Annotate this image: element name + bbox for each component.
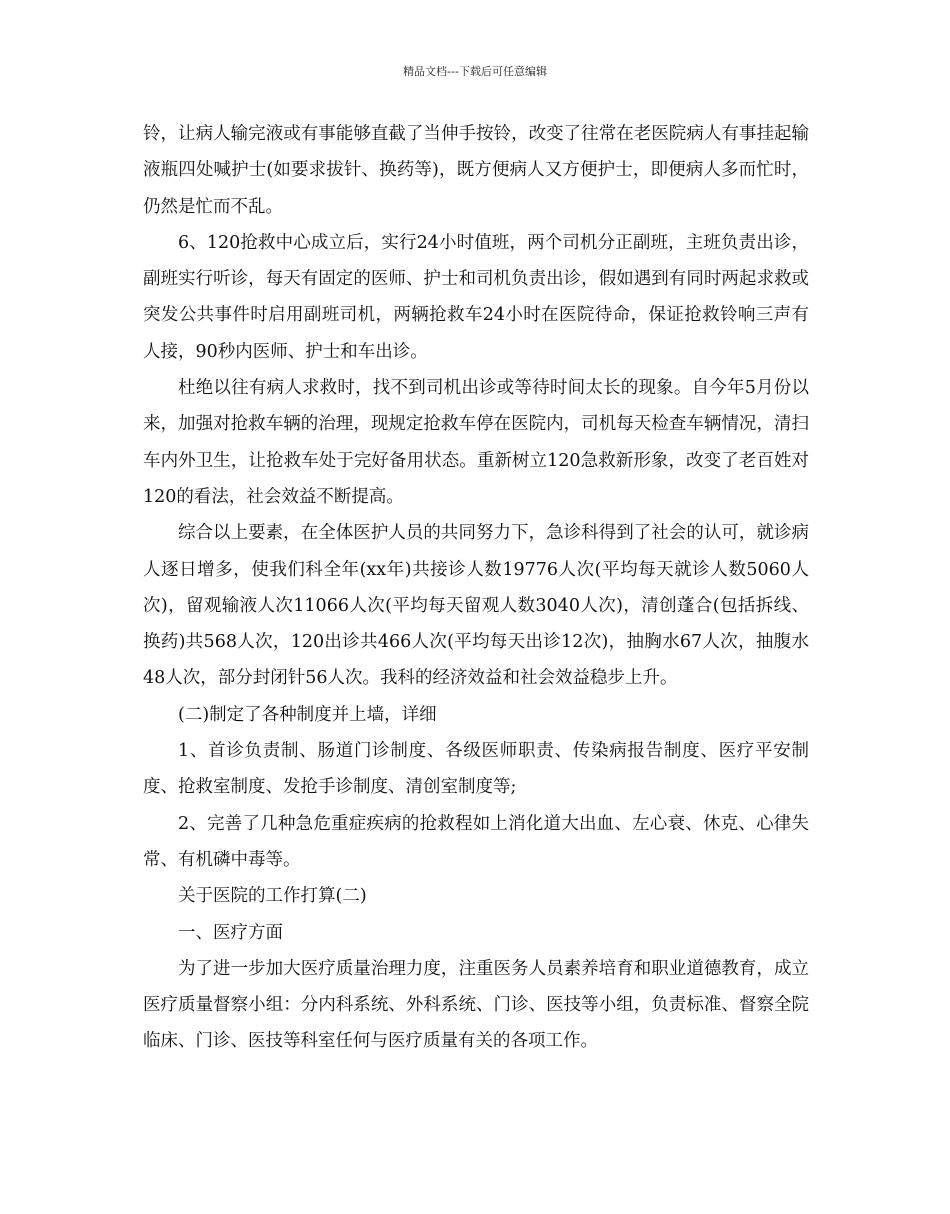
section-heading-rules: (二)制定了各种制度并上墙，详细 <box>178 704 437 725</box>
section-heading-medical: 一、医疗方面 <box>178 922 283 943</box>
document-body <box>143 116 809 1060</box>
paragraph-item-6: 6、120抢救中心成立后，实行24小时值班，两个司机分正副班，主班负责出诊，副班实行听诊，每天有固定的医师、护士和司机负责出诊，假如遇到有同时两起求救或突发公共事件时启用副班司机，两辆抢救车24小时在医院待命，保证抢救铃响三声有人接，90秒内医师、护士和车出诊。 <box>143 232 809 362</box>
paragraph-quality: 为了进一步加大医疗质量治理力度，注重医务人员素养培育和职业道德教育，成立医疗质量督察小组：分内科系统、外科系统、门诊、医技等小组，负责标准、督察全院临床、门诊、医技等科室任何与医疗质量有关的各项工作。 <box>143 958 809 1052</box>
paragraph-ambulance: 杜绝以往有病人求救时，找不到司机出诊或等待时间太长的现象。自今年5月份以来，加强对抢救车辆的治理，现规定抢救车停在医院内，司机每天检查车辆情况，清扫车内外卫生，让抢救车处于完好备用状态。重新树立120急救新形象，改变了老百姓对120的看法，社会效益不断提高。 <box>143 378 809 507</box>
paragraph-statistics: 综合以上要素，在全体医护人员的共同努力下，急诊科得到了社会的认可，就诊病人逐日增多，使我们科全年(xx年)共接诊人数19776人次(平均每天就诊人数5060人次)，留观输液人次11066人次(平均每天留观人数3040人次)，清创蓬合(包括拆线、换药)共568人次，120出诊共466人次(平均每天出诊12次)，抽胸水67人次，抽腹水48人次，部分封闭针56人次。我科的经济效益和社会效益稳步上升。 <box>143 523 809 689</box>
paragraph-item-2: 2、完善了几种急危重症疾病的抢救程如上消化道大出血、左心衰、休克、心律失常、有机磷中毒等。 <box>143 813 809 870</box>
paragraph-continuation: 铃，让病人输完液或有事能够直截了当伸手按铃，改变了往常在老医院病人有事挂起输液瓶四处喊护士(如要求拔针、换药等)，既方便病人又方便护士，即便病人多而忙时，仍然是忙而不乱。 <box>143 124 809 217</box>
section-title-plan: 关于医院的工作打算(二) <box>178 886 367 907</box>
paragraph-item-1: 1、首诊负责制、肠道门诊制度、各级医师职责、传染病报告制度、医疗平安制度、抢救室制度、发抢手诊制度、清创室制度等; <box>143 741 809 798</box>
page-header: 精品文档---下载后可任意编辑 <box>403 65 547 78</box>
